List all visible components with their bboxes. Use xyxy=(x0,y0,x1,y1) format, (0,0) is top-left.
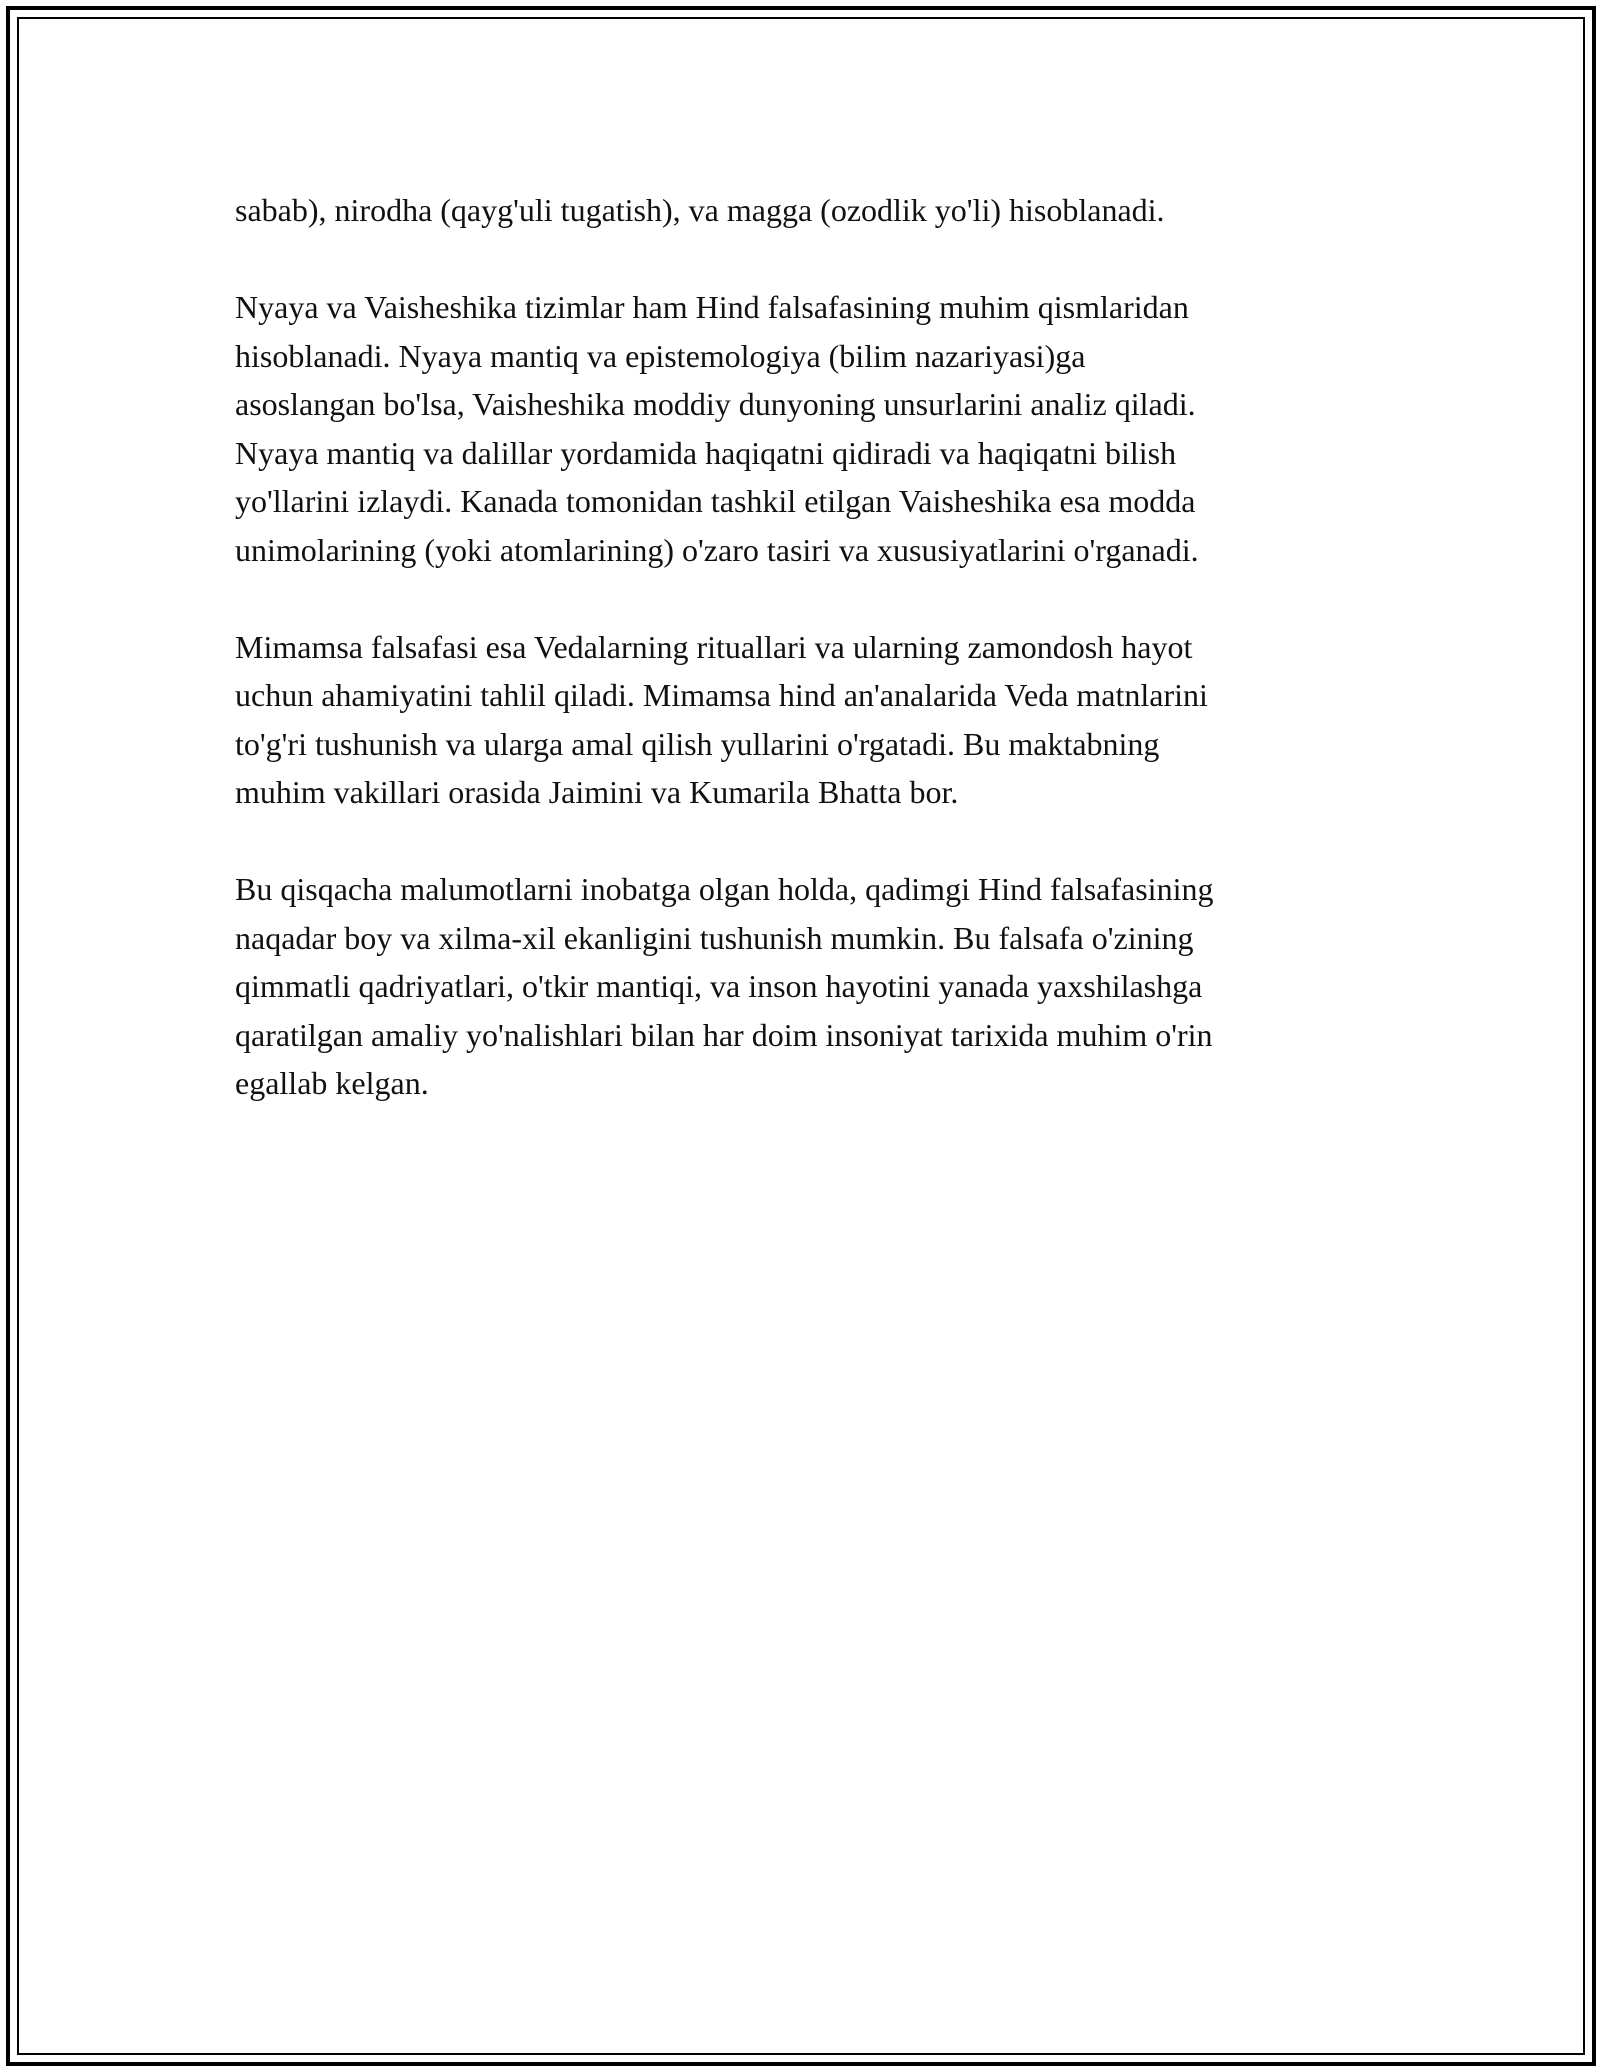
document-body xyxy=(235,186,1375,1156)
paragraph-2: Nyaya va Vaisheshika tizimlar ham Hind falsafasining muhim qismlaridan hisoblanadi. Nyaya mantiq va epistemologiya (bilim nazariyasi)ga asoslangan bo'lsa, Vaisheshika moddiy dunyoning unsurlarini analiz qiladi. Nyaya mantiq va dalillar yordamida haqiqatni qidiradi va haqiqatni bilish yo'llarini izlaydi. Kanada tomonidan tashkil etilgan Vaisheshika esa modda unimolarining (yoki atomlarining) o'zaro tasiri va xususiyatlarini o'rganadi. xyxy=(235,289,1199,568)
paragraph-1: sabab), nirodha (qayg'uli tugatish), va magga (ozodlik yo'li) hisoblanadi. xyxy=(235,192,1165,228)
paragraph-4: Bu qisqacha malumotlarni inobatga olgan holda, qadimgi Hind falsafasining naqadar boy va xilma-xil ekanligini tushunish mumkin. Bu falsafa o'zining qimmatli qadriyatlari, o'tkir mantiqi, va inson hayotini yanada yaxshilashga qaratilgan amaliy yo'nalishlari bilan har doim insoniyat tarixida muhim o'rin egallab kelgan. xyxy=(235,871,1214,1101)
paragraph-3: Mimamsa falsafasi esa Vedalarning rituallari va ularning zamondosh hayot uchun ahamiyatini tahlil qiladi. Mimamsa hind an'analarida Veda matnlarini to'g'ri tushunish va ularga amal qilish yullarini o'rgatadi. Bu maktabning muhim vakillari orasida Jaimini va Kumarila Bhatta bor. xyxy=(235,628,1208,810)
